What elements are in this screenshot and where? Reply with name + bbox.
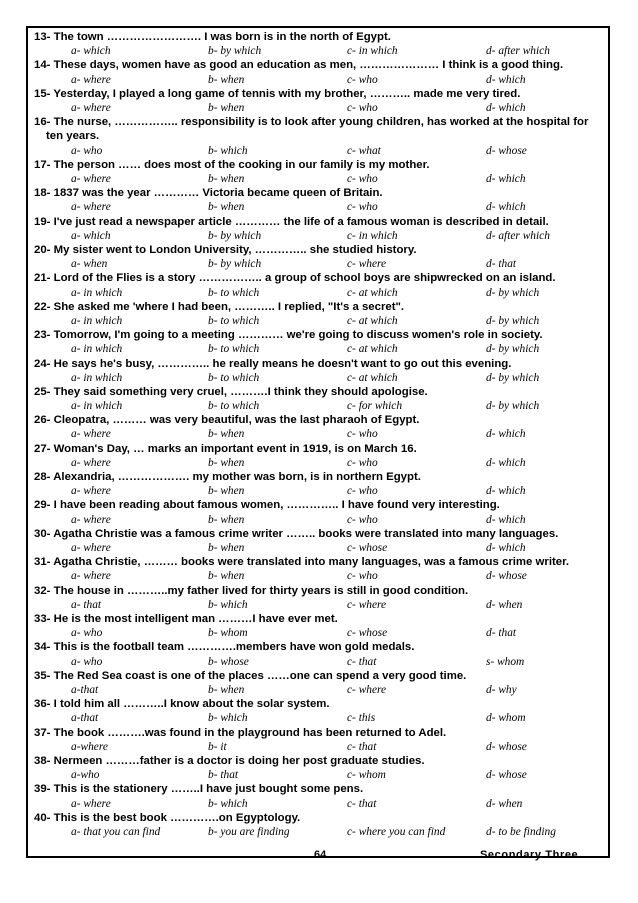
answer-option: b- to which: [208, 343, 260, 356]
answer-option: c- who: [347, 101, 378, 114]
answer-option: s- whom: [486, 655, 525, 668]
answer-option: d- by which: [486, 314, 540, 327]
answer-option: b- whose: [208, 655, 249, 668]
answer-options: [34, 427, 604, 441]
page-number: 64: [314, 849, 327, 861]
answer-options: [34, 655, 604, 669]
question-stem: 13- The town ……………………. I was born is in the north of Egypt.: [34, 31, 391, 43]
answer-option: a-where: [71, 740, 108, 753]
answer-option: d- that: [486, 627, 517, 640]
question-item: [34, 697, 604, 725]
answer-option: a- who: [71, 144, 103, 157]
answer-options: [34, 825, 604, 839]
answer-option: a- which: [71, 229, 111, 242]
answer-option: d- by which: [486, 400, 540, 413]
answer-option: a- where: [71, 797, 111, 810]
answer-option: d- to be finding: [486, 825, 556, 838]
answer-option: b- by which: [208, 258, 262, 271]
answer-option: d- when: [486, 598, 523, 611]
question-list: [34, 30, 604, 839]
question-item: [34, 271, 604, 299]
answer-option: d- whom: [486, 712, 526, 725]
answer-option: c- this: [347, 712, 376, 725]
answer-option: d- why: [486, 684, 517, 696]
answer-options: [34, 371, 604, 385]
answer-option: c- for which: [347, 400, 403, 413]
question-item: [34, 640, 604, 668]
answer-option: b- when: [208, 428, 245, 441]
question-item: [34, 584, 604, 612]
answer-option: d- whose: [486, 740, 527, 753]
question-item: [34, 811, 604, 839]
answer-option: b- when: [208, 570, 245, 583]
answer-option: c- whose: [347, 627, 388, 640]
question-item: [34, 470, 604, 498]
answer-option: c- who: [347, 485, 378, 498]
question-stem: 29- I have been reading about famous women, ………….. I have found very interesting.: [34, 499, 500, 512]
answer-options: [34, 456, 604, 470]
answer-option: a-who: [71, 769, 100, 782]
answer-options: [34, 797, 604, 811]
answer-option: b- you are finding: [208, 825, 290, 838]
answer-option: d- whose: [486, 144, 527, 157]
question-item: [34, 498, 604, 526]
answer-option: a- in which: [71, 343, 123, 356]
answer-option: d- after which: [486, 45, 550, 58]
question-stem: 14- These days, women have as good an education as men, ………………… I think is a good thing.: [34, 59, 564, 72]
answer-option: b- when: [208, 73, 245, 86]
answer-option: d- which: [486, 542, 526, 555]
answer-option: b- when: [208, 101, 245, 114]
answer-option: c- who: [347, 428, 378, 441]
question-stem: 35- The Red Sea coast is one of the places ……one can spend a very good time.: [34, 669, 467, 682]
answer-option: c- who: [347, 172, 378, 185]
answer-option: c- who: [347, 513, 378, 526]
answer-option: b- to which: [208, 286, 260, 299]
answer-option: d- which: [486, 101, 526, 114]
answer-option: b- that: [208, 769, 239, 782]
answer-options: [34, 513, 604, 527]
answer-options: [34, 768, 604, 782]
question-stem: 19- I've just read a newspaper article ………… the life of a famous woman is described in detail.: [34, 215, 549, 228]
answer-options: [34, 172, 604, 186]
question-item: [34, 782, 604, 810]
question-item: [34, 30, 604, 58]
question-item: [34, 215, 604, 243]
question-item: [34, 442, 604, 470]
answer-option: c- where you can find: [347, 825, 446, 838]
answer-option: b- when: [208, 201, 245, 214]
answer-option: b- it: [208, 740, 227, 753]
answer-option: d- which: [486, 73, 526, 86]
question-item: [34, 115, 604, 158]
question-item: [34, 300, 604, 328]
answer-option: d- when: [486, 797, 523, 810]
question-item: [34, 186, 604, 214]
answer-option: b- when: [208, 172, 245, 185]
answer-option: b- whom: [208, 627, 248, 640]
question-stem: 36- I told him all ………..I know about the solar system.: [34, 698, 330, 711]
answer-option: d- which: [486, 428, 526, 441]
answer-option: a- that you can find: [71, 825, 161, 838]
answer-option: a- in which: [71, 400, 123, 413]
question-stem: 17- The person …… does most of the cooking in our family is my mother.: [34, 158, 430, 171]
answer-options: [34, 44, 604, 58]
answer-option: d- after which: [486, 229, 550, 242]
question-stem: 23- Tomorrow, I'm going to a meeting ………… we're going to discuss women's role in society.: [34, 329, 543, 342]
question-stem: 24- He says he's busy, ………….. he really means he doesn't want to go out this evening.: [34, 357, 512, 370]
answer-option: a- where: [71, 428, 111, 441]
answer-options: [34, 569, 604, 583]
question-item: [34, 243, 604, 271]
question-item: [34, 357, 604, 385]
question-item: [34, 385, 604, 413]
question-item: [34, 413, 604, 441]
question-item: [34, 726, 604, 754]
answer-option: b- when: [208, 456, 245, 469]
answer-option: b- by which: [208, 229, 262, 242]
question-stem: 22- She asked me 'where I had been, ……….. I replied, "It's a secret".: [34, 300, 405, 313]
answer-option: b- which: [208, 712, 248, 725]
answer-option: c- who: [347, 456, 378, 469]
question-item: [34, 328, 604, 356]
answer-option: d- which: [486, 201, 526, 214]
answer-option: c- at which: [347, 343, 398, 356]
question-stem: 40- This is the best book ………….on Egyptology.: [34, 811, 301, 824]
question-stem: 16- The nurse, …………….. responsibility is to look after young children, has worked at the hospital for ten years.: [34, 116, 589, 143]
question-item: [34, 612, 604, 640]
answer-option: c- who: [347, 201, 378, 214]
answer-option: a- which: [71, 45, 111, 58]
answer-option: d- by which: [486, 343, 540, 356]
answer-options: [34, 484, 604, 498]
question-stem: 31- Agatha Christie, ……… books were translated into many languages, was a famous crime writer.: [34, 556, 570, 569]
answer-option: c- at which: [347, 314, 398, 327]
question-stem: 34- This is the football team ………….members have won gold medals.: [34, 641, 415, 654]
answer-option: b- when: [208, 485, 245, 498]
answer-option: c- where: [347, 598, 387, 611]
answer-option: c- who: [347, 570, 378, 583]
question-stem: 30- Agatha Christie was a famous crime writer …….. books were translated into many languages.: [34, 527, 559, 540]
question-stem: 15- Yesterday, I played a long game of tennis with my brother, ……….. made me very tired.: [34, 87, 521, 100]
answer-option: c- that: [347, 740, 377, 753]
answer-option: b- which: [208, 797, 248, 810]
answer-option: d- which: [486, 513, 526, 526]
answer-option: a- in which: [71, 286, 123, 299]
answer-option: a- where: [71, 570, 111, 583]
answer-options: [34, 399, 604, 413]
answer-options: [34, 541, 604, 555]
answer-option: d- which: [486, 172, 526, 185]
answer-option: b- to which: [208, 371, 260, 384]
answer-option: a- where: [71, 172, 111, 185]
answer-option: c- in which: [347, 229, 398, 242]
answer-option: d- which: [486, 485, 526, 498]
question-stem: 39- This is the stationery ……..I have just bought some pens.: [34, 783, 364, 796]
question-stem: 25- They said something very cruel, ……….I think they should apologise.: [34, 385, 428, 398]
answer-option: d- whose: [486, 769, 527, 782]
question-stem: 20- My sister went to London University, ………….. she studied history.: [34, 243, 417, 256]
answer-option: a- in which: [71, 371, 123, 384]
answer-options: [34, 711, 604, 725]
answer-option: a- where: [71, 101, 111, 114]
answer-options: [34, 257, 604, 271]
question-item: [34, 158, 604, 186]
question-stem: 21- Lord of the Flies is a story …………….. a group of school boys are shipwrecked on an island.: [34, 272, 556, 285]
answer-option: c- that: [347, 797, 377, 810]
answer-options: [34, 286, 604, 300]
answer-option: c- that: [347, 655, 377, 668]
answer-options: [34, 342, 604, 356]
answer-options: [34, 101, 604, 115]
answer-option: b- which: [208, 598, 248, 611]
answer-option: b- when: [208, 684, 245, 696]
answer-options: [34, 314, 604, 328]
answer-option: c- whom: [347, 769, 386, 782]
answer-option: c- what: [347, 144, 381, 157]
answer-options: [34, 626, 604, 640]
answer-option: a- in which: [71, 314, 123, 327]
question-item: [34, 669, 604, 697]
answer-option: a-that: [71, 684, 99, 696]
answer-option: a- where: [71, 201, 111, 214]
answer-option: a- who: [71, 627, 103, 640]
answer-option: b- when: [208, 513, 245, 526]
answer-option: c- where: [347, 684, 387, 696]
answer-options: [34, 229, 604, 243]
answer-option: a- who: [71, 655, 103, 668]
answer-options: [34, 740, 604, 754]
answer-option: a- where: [71, 542, 111, 555]
answer-option: c- where: [347, 258, 387, 271]
answer-option: a- that: [71, 598, 102, 611]
question-stem: 28- Alexandria, ………………. my mother was born, is in northern Egypt.: [34, 471, 421, 484]
question-stem: 32- The house in ………..my father lived for thirty years is still in good condition.: [34, 584, 469, 597]
answer-option: d- whose: [486, 570, 527, 583]
answer-options: [34, 144, 604, 158]
answer-option: b- to which: [208, 314, 260, 327]
page-footer: [0, 849, 638, 865]
answer-options: [34, 73, 604, 87]
answer-option: c- at which: [347, 371, 398, 384]
answer-options: [34, 598, 604, 612]
question-item: [34, 555, 604, 583]
answer-option: a- where: [71, 456, 111, 469]
question-stem: 37- The book ……….was found in the playground has been returned to Adel.: [34, 726, 447, 739]
answer-option: a- where: [71, 73, 111, 86]
answer-option: a- where: [71, 513, 111, 526]
question-stem: 38- Nermeen ………father is a doctor is doing her post graduate studies.: [34, 754, 425, 767]
answer-option: a- when: [71, 258, 108, 271]
answer-option: a- where: [71, 485, 111, 498]
answer-option: b- to which: [208, 400, 260, 413]
answer-option: a-that: [71, 712, 99, 725]
answer-option: b- which: [208, 144, 248, 157]
question-stem: 26- Cleopatra, ……… was very beautiful, was the last pharaoh of Egypt.: [34, 414, 420, 427]
question-item: [34, 754, 604, 782]
answer-options: [34, 683, 604, 697]
footer-label: Secondary Three: [480, 849, 579, 861]
question-stem: 18- 1837 was the year ………… Victoria became queen of Britain.: [34, 187, 383, 200]
answer-option: c- who: [347, 73, 378, 86]
question-item: [34, 87, 604, 115]
answer-option: d- which: [486, 456, 526, 469]
answer-options: [34, 200, 604, 214]
answer-option: c- whose: [347, 542, 388, 555]
answer-option: d- that: [486, 258, 517, 271]
answer-option: c- in which: [347, 45, 398, 58]
question-stem: 27- Woman's Day, … marks an important event in 1919, is on March 16.: [34, 442, 417, 455]
answer-option: b- by which: [208, 45, 262, 58]
question-stem: 33- He is the most intelligent man ………I have ever met.: [34, 613, 338, 626]
question-item: [34, 527, 604, 555]
answer-option: d- by which: [486, 286, 540, 299]
answer-option: c- at which: [347, 286, 398, 299]
answer-option: d- by which: [486, 371, 540, 384]
answer-option: b- when: [208, 542, 245, 555]
question-item: [34, 58, 604, 86]
